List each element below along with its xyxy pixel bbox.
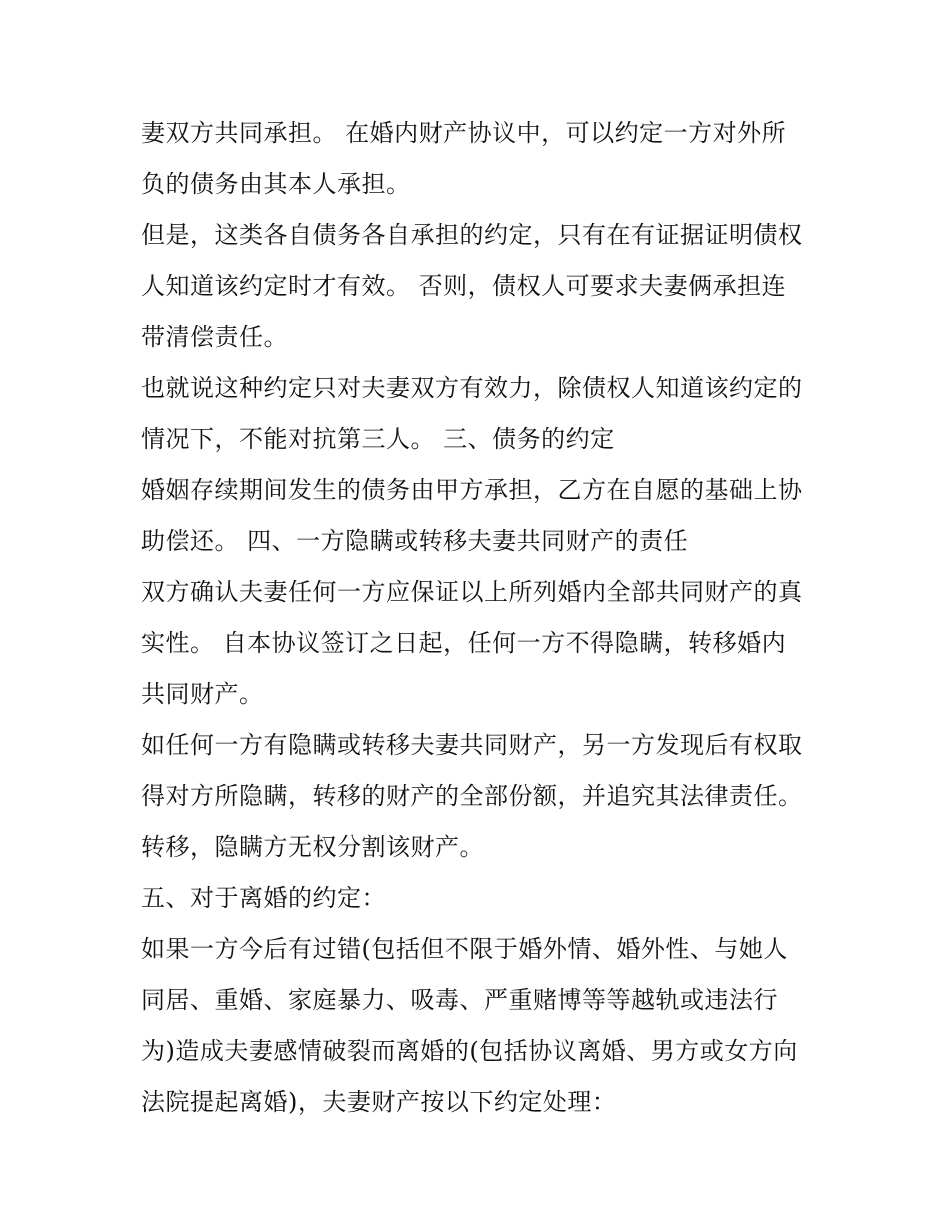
- text-line: 实性。 自本协议签订之日起，任何一方不得隐瞒，转移婚内: [141, 629, 787, 657]
- text-line: 法院提起离婚)，夫妻财产按以下约定处理：: [141, 1088, 617, 1116]
- text-line: 带清偿责任。: [141, 323, 288, 351]
- text-line: 如任何一方有隐瞒或转移夫妻共同财产，另一方发现后有权取: [141, 731, 803, 759]
- document-body: [141, 108, 821, 1128]
- section-heading: 五、对于离婚的约定：: [141, 884, 386, 912]
- text-line: 婚姻存续期间发生的债务由甲方承担，乙方在自愿的基础上协: [141, 476, 803, 504]
- text-line: 为)造成夫妻感情破裂而离婚的(包括协议离婚、男方或女方向: [141, 1037, 798, 1065]
- text-line: 转移，隐瞒方无权分割该财产。: [141, 833, 484, 861]
- text-line: 助偿还。 四、一方隐瞒或转移夫妻共同财产的责任: [141, 527, 689, 555]
- text-line: 如果一方今后有过错(包括但不限于婚外情、婚外性、与她人: [141, 935, 788, 963]
- text-line: 同居、重婚、家庭暴力、吸毒、严重赌博等等越轨或违法行: [141, 986, 778, 1014]
- text-line: 情况下，不能对抗第三人。 三、债务的约定: [141, 425, 615, 453]
- text-line: 得对方所隐瞒，转移的财产的全部份额，并追究其法律责任。: [141, 782, 803, 810]
- text-line: 共同财产。: [141, 680, 264, 708]
- text-line: 但是，这类各自债务各自承担的约定，只有在有证据证明债权: [141, 221, 803, 249]
- text-line: 负的债务由其本人承担。: [141, 170, 411, 198]
- text-line: 也就说这种约定只对夫妻双方有效力，除债权人知道该约定的: [141, 374, 803, 402]
- text-line: 妻双方共同承担。 在婚内财产协议中，可以约定一方对外所: [141, 119, 787, 147]
- text-line: 双方确认夫妻任何一方应保证以上所列婚内全部共同财产的真: [141, 578, 803, 606]
- text-line: 人知道该约定时才有效。 否则，债权人可要求夫妻俩承担连: [141, 272, 787, 300]
